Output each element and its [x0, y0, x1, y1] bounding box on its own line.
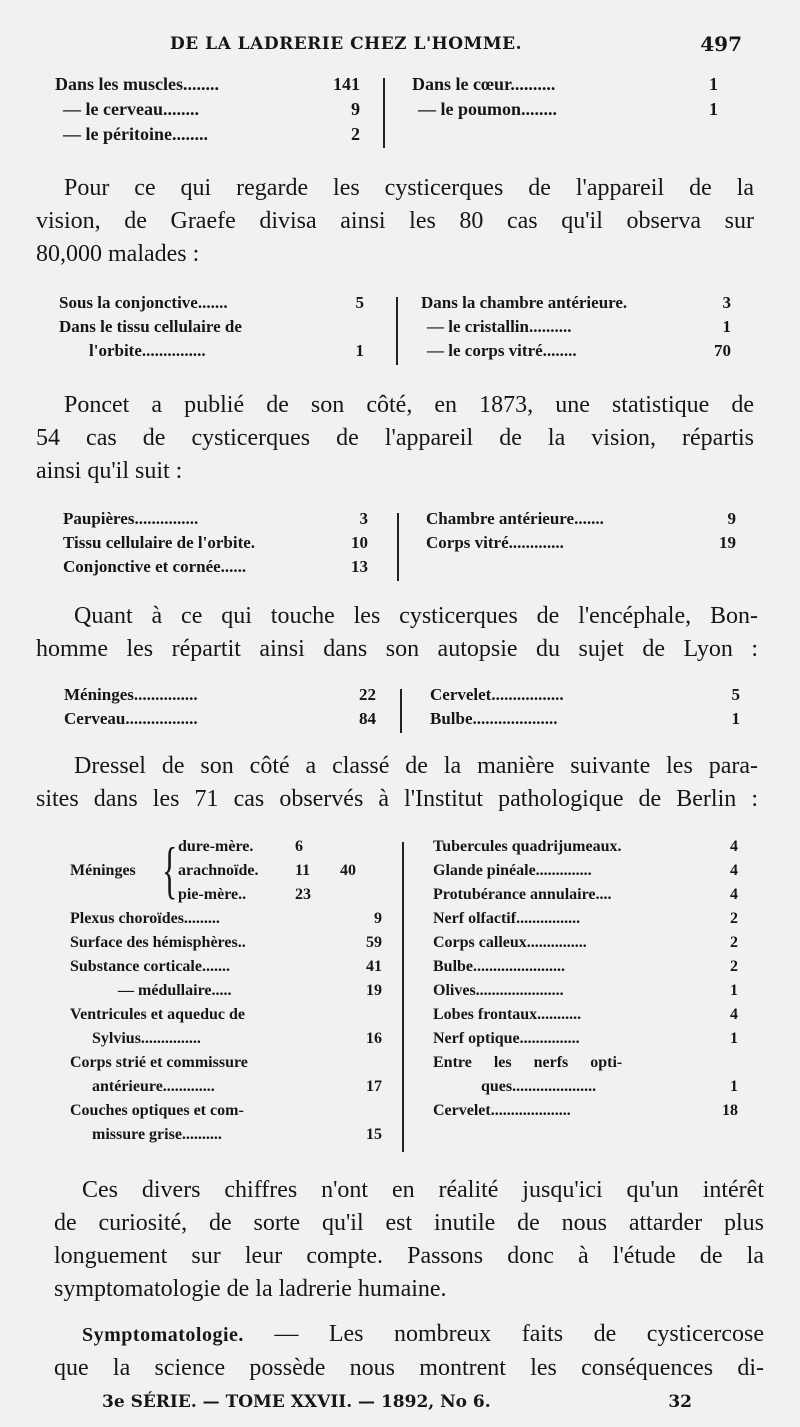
table-row: Cervelet.................... 18	[433, 1102, 738, 1119]
table-row: Couches optiques et com-	[70, 1102, 244, 1119]
column-rule	[396, 297, 398, 365]
table-row: Cerveau................. 84	[64, 709, 376, 728]
table-row: Protubérance annulaire.... 4	[433, 886, 738, 903]
table-row: missure grise.......... 15	[92, 1126, 382, 1143]
table-row: Bulbe....................... 2	[433, 958, 738, 975]
table-row: — le péritoine........ 2	[63, 124, 360, 144]
section-heading: Symptomatologie.	[82, 1324, 244, 1346]
table-row: Nerf optique............... 1	[433, 1030, 738, 1047]
table-row: Substance corticale....... 41	[70, 958, 382, 975]
table-row: Surface des hémisphères.. 59	[70, 934, 382, 951]
page-footer	[102, 1392, 692, 1412]
paragraph-conclusion: Ces divers chiffres n'ont en réalité jusqu'ici qu'un intérêt de curiosité, de sorte qu'il est inutile de nous attarder plus longuement sur leur compte. Passons donc à l'étude de la symptomatologie de la ladrerie humaine.	[54, 1177, 764, 1302]
table-row: Ventricules et aqueduc de	[70, 1006, 245, 1023]
table-row: Nerf olfactif................ 2	[433, 910, 738, 927]
table-row: — le cerveau........ 9	[63, 99, 360, 119]
table-row: — le cristallin.......... 1	[427, 317, 731, 336]
table-row: Chambre antérieure....... 9	[426, 509, 736, 528]
paragraph-graefe: Pour ce qui regarde les cysticerques de l'appareil de la vision, de Graefe divisa ainsi les 80 cas qu'il observa sur 80,000 malades :	[36, 175, 754, 267]
column-rule	[402, 842, 404, 1152]
page-number: 497	[700, 32, 742, 56]
table-row: Entre les nerfs opti-	[433, 1054, 623, 1071]
table-row: ques..................... 1	[481, 1078, 738, 1095]
table-row: Sous la conjonctive....... 5	[59, 293, 364, 312]
table-row: Dans le tissu cellulaire de	[59, 317, 242, 336]
table-row: Corps vitré............. 19	[426, 533, 736, 552]
table-row-meninges: Méninges { dure-mère. 6 arachnoïde. 11 pie-mère.. 23 40	[70, 834, 356, 905]
paragraph-symptomatologie: Symptomatologie. — Les nombreux faits de cysticercose que la science possède nous montrent les conséquences di-	[54, 1321, 764, 1381]
table-row: Dans les muscles........ 141	[55, 74, 360, 94]
table-row: — médullaire..... 19	[118, 982, 382, 999]
column-rule	[383, 78, 385, 148]
table-row: Bulbe.................... 1	[430, 709, 740, 728]
paragraph-bonhomme: Quant à ce qui touche les cysticerques de l'encéphale, Bon- homme les répartit ainsi dans son autopsie du sujet de Lyon :	[36, 603, 758, 662]
table-row: Tubercules quadrijumeaux. 4	[433, 838, 738, 855]
table-row: Dans la chambre antérieure. 3	[421, 293, 731, 312]
brace-icon: {	[162, 834, 178, 905]
table-row: Glande pinéale.............. 4	[433, 862, 738, 879]
table-row: Corps strié et commissure	[70, 1054, 248, 1071]
table-row: antérieure............. 17	[92, 1078, 382, 1095]
table-row: Olives...................... 1	[433, 982, 738, 999]
running-title: DE LA LADRERIE CHEZ L'HOMME.	[170, 34, 523, 54]
paragraph-poncet: Poncet a publié de son côté, en 1873, une statistique de 54 cas de cysticerques de l'appareil de la vision, répartis ainsi qu'il suit :	[36, 392, 754, 484]
table-row: Plexus choroïdes......... 9	[70, 910, 382, 927]
table-row: l'orbite............... 1	[89, 341, 364, 360]
signature-number: 32	[668, 1392, 692, 1412]
table-row: Dans le cœur.......... 1	[412, 74, 718, 94]
table-row: — le corps vitré........ 70	[427, 341, 731, 360]
column-rule	[397, 513, 399, 581]
table-row: Tissu cellulaire de l'orbite. 10	[63, 533, 368, 552]
paragraph-dressel: Dressel de son côté a classé de la manière suivante les para- sites dans les 71 cas observés à l'Institut pathologique de Berlin :	[36, 753, 758, 812]
table-row: Corps calleux............... 2	[433, 934, 738, 951]
series-volume: 3e SÉRIE. — TOME XXVII. — 1892, No 6.	[102, 1392, 491, 1412]
table-row: Paupières............... 3	[63, 509, 368, 528]
table-row: Cervelet................. 5	[430, 685, 740, 704]
table-row: Sylvius............... 16	[92, 1030, 382, 1047]
table-row: Lobes frontaux........... 4	[433, 1006, 738, 1023]
column-rule	[400, 689, 402, 733]
table-row: Conjonctive et cornée...... 13	[63, 557, 368, 576]
table-row: Méninges............... 22	[64, 685, 376, 704]
table-row: — le poumon........ 1	[418, 99, 718, 119]
